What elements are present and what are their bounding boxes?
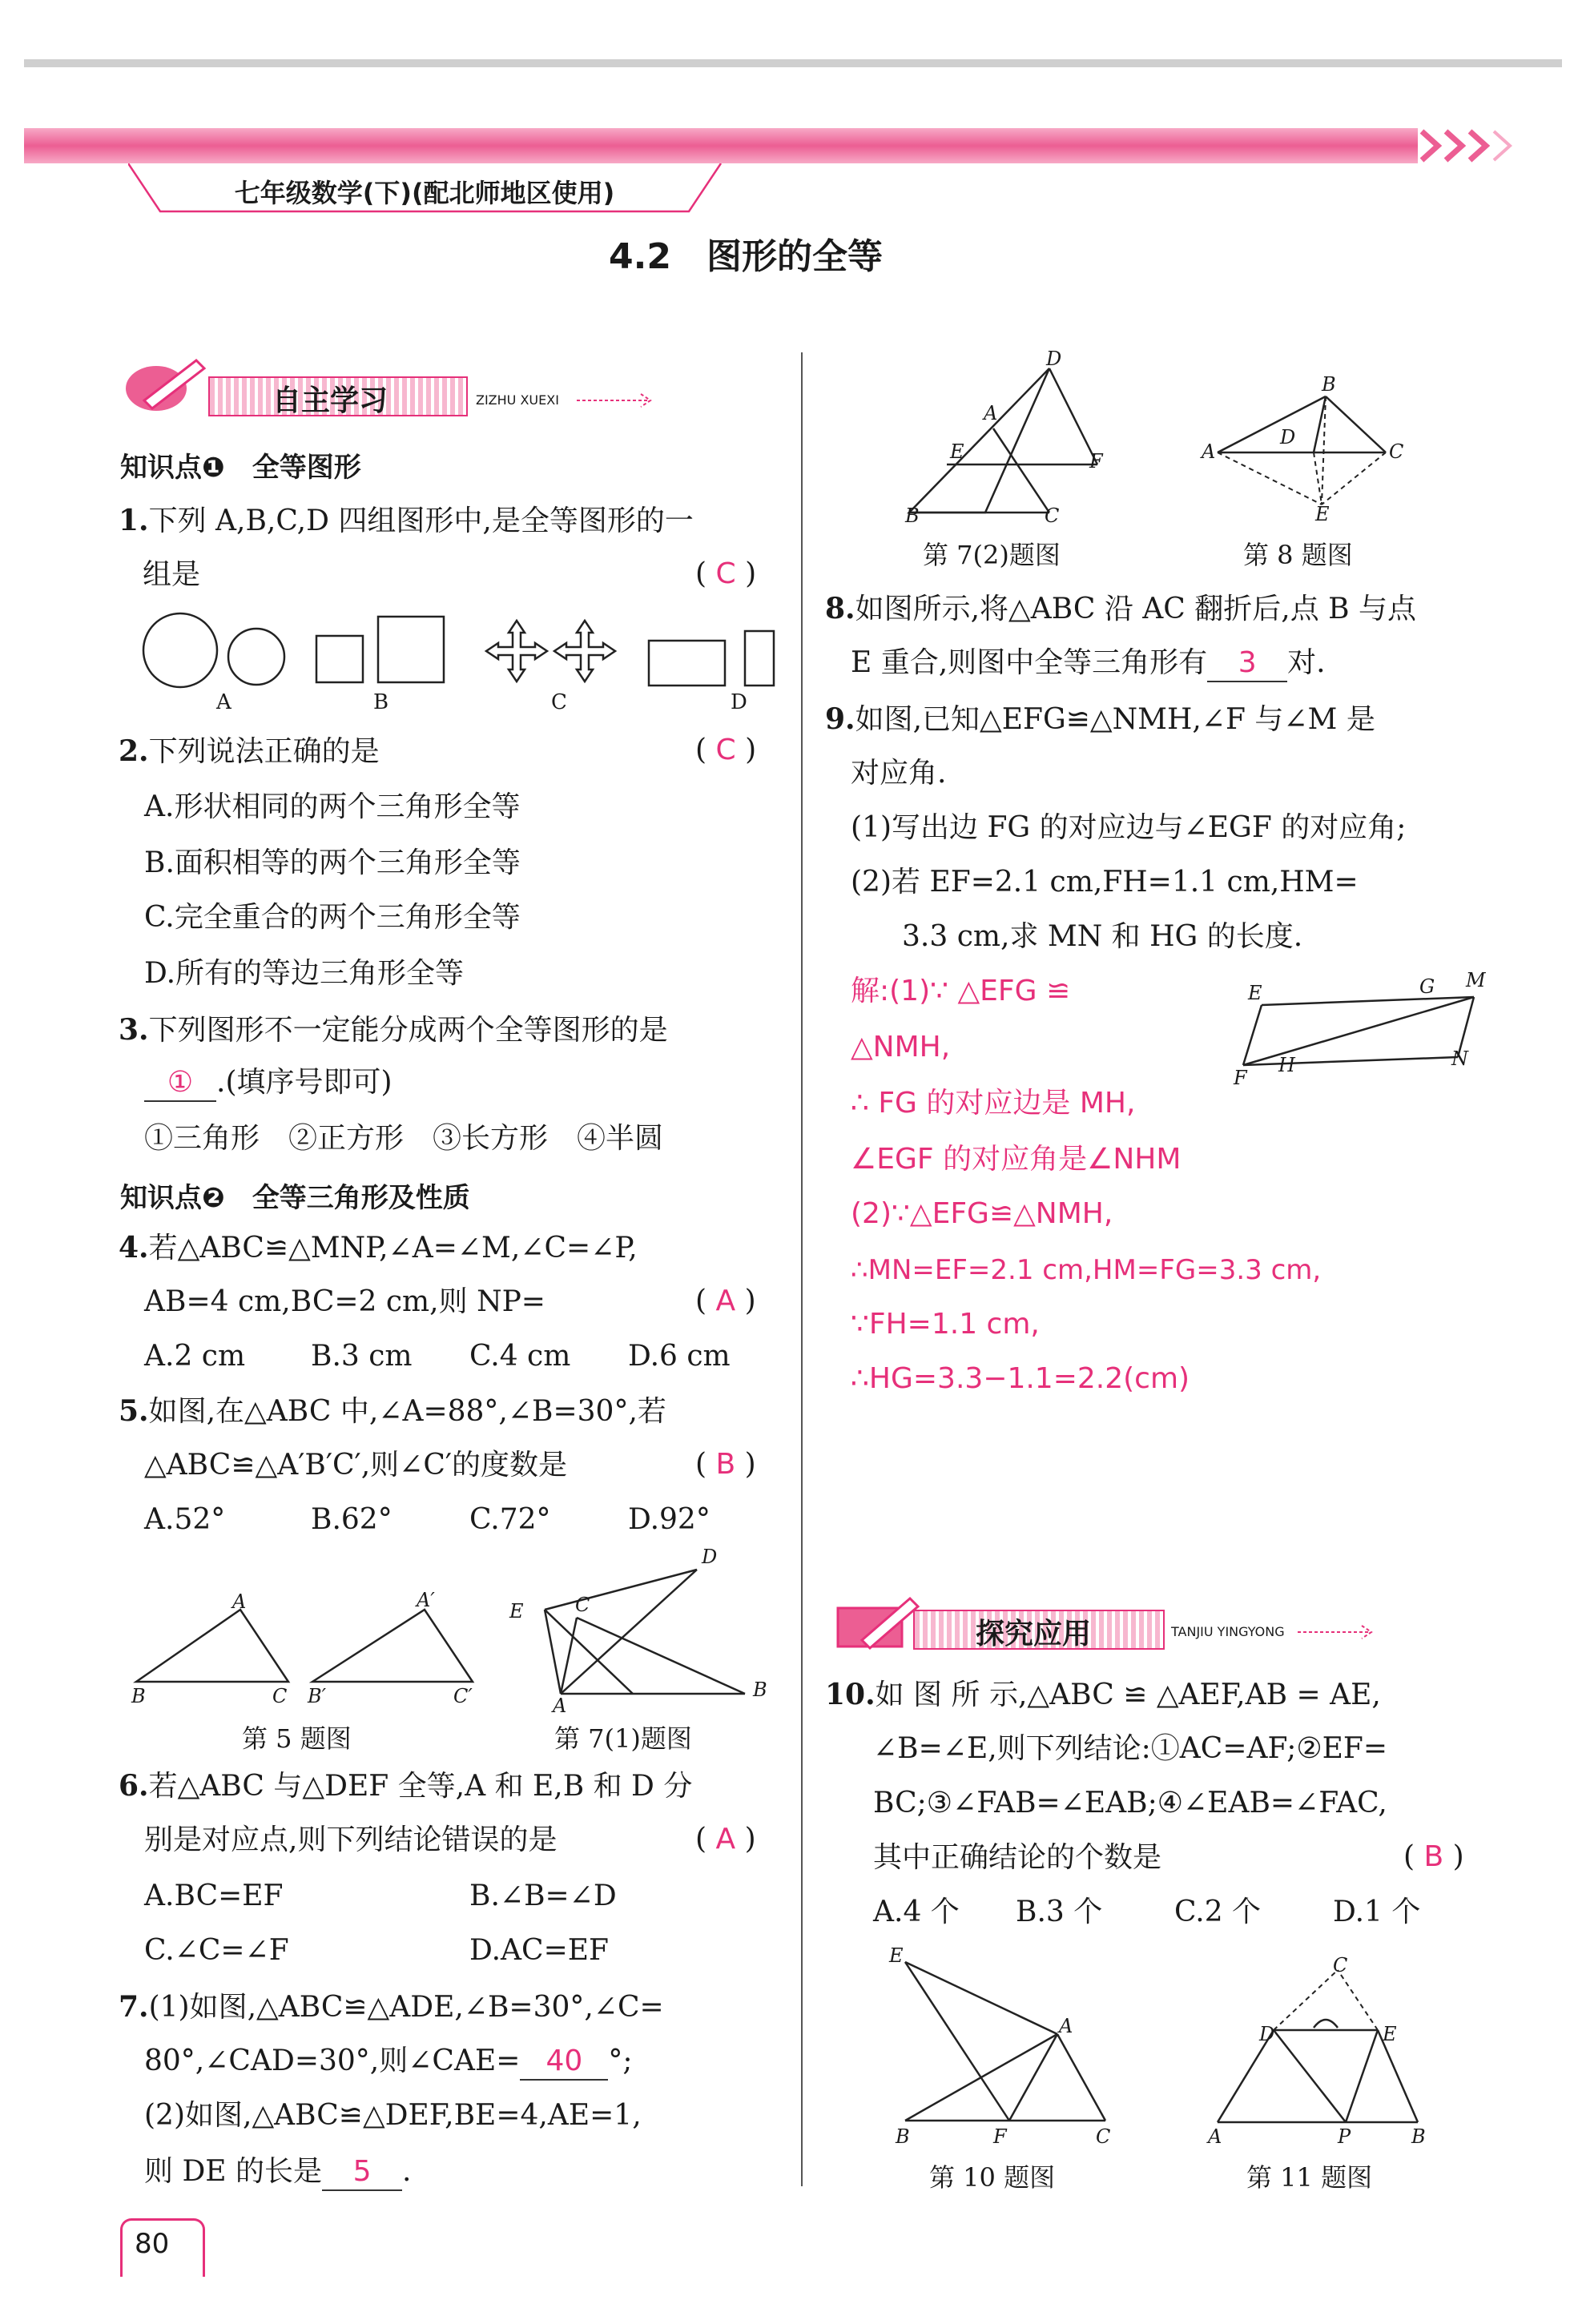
fig10-label-a: A [1059, 2015, 1073, 2037]
fig71-label-b: B [753, 1679, 767, 1701]
fig11-label-b: B [1411, 2125, 1426, 2148]
fig71-label-a: A [553, 1695, 567, 1717]
fig5-label-a-prime: A′ [417, 1589, 435, 1611]
banner-zizhu-pinyin: ZIZHU XUEXI [476, 392, 559, 408]
section-title: 4.2 图形的全等 [609, 236, 883, 277]
kp2-heading: 知识点❷ 全等三角形及性质 [120, 1182, 470, 1214]
fig72-label-a: A [984, 402, 998, 424]
banner-tanjiu-pinyin: TANJIU YINGYONG [1171, 1624, 1285, 1639]
q9-fig-label-e: E [1248, 982, 1262, 1004]
fig72-caption: 第 7(2)题图 [923, 540, 1061, 570]
laptop-pen-icon [830, 1592, 926, 1656]
q2-answer: ( C ) [695, 734, 757, 766]
q7-part2-line2: 则 DE 的长是 5 . [144, 2154, 411, 2191]
banner-zizhu-arrow [577, 392, 657, 408]
fig72-label-c: C [1045, 505, 1060, 527]
q7-part1-line2: 80°,∠CAD=30°,则∠CAE= 40 °; [144, 2044, 633, 2081]
fig11-diagram [1210, 1954, 1442, 2146]
fig72-label-f: F [1089, 450, 1103, 472]
q5-option-b: B.62° [311, 1503, 392, 1536]
fig5-label-c-prime: C′ [453, 1685, 473, 1707]
q10-line3: BC;③∠FAB=∠EAB;④∠EAB=∠FAC, [873, 1787, 1387, 1819]
q2-option-b: B.面积相等的两个三角形全等 [144, 846, 521, 879]
q5-option-a: A.52° [144, 1503, 226, 1536]
q9-part1: (1)写出边 FG 的对应边与∠EGF 的对应角; [851, 811, 1407, 844]
q8-line1: 8.如图所示,将△ABC 沿 AC 翻折后,点 B 与点 [825, 592, 1417, 625]
q1-label-a: A [216, 690, 231, 714]
fig72-diagram [905, 352, 1113, 529]
q6-line1: 6.若△ABC 与△DEF 全等,A 和 E,B 和 D 分 [119, 1769, 693, 1803]
q7-part1-line1: 7.(1)如图,△ABC≌△ADE,∠B=30°,∠C= [119, 1990, 664, 2024]
q9-solution-line2: △NMH, [851, 1031, 951, 1063]
q6-answer: ( A ) [695, 1823, 756, 1856]
q8-line2: E 重合,则图中全等三角形有 3 对. [851, 645, 1326, 682]
fig11-label-a: A [1208, 2125, 1222, 2148]
column-divider [801, 352, 803, 2186]
fig8-caption: 第 8 题图 [1243, 540, 1353, 570]
q5-option-c: C.72° [469, 1503, 551, 1536]
fig5-label-a: A [232, 1590, 247, 1613]
fig71-label-e: E [509, 1600, 524, 1622]
fig8-label-c: C [1389, 440, 1404, 463]
q10-line4: 其中正确结论的个数是 [873, 1841, 1162, 1874]
fig71-label-c: C [575, 1594, 590, 1616]
q10-line1: 10.如 图 所 示,△ABC ≌ △AEF,AB = AE, [825, 1678, 1381, 1711]
q10-option-b: B.3 个 [1016, 1896, 1103, 1928]
banner-tanjiu-title: 探究应用 [976, 1618, 1092, 1651]
fig5-label-c: C [272, 1685, 288, 1707]
q10-option-a: A.4 个 [873, 1896, 960, 1928]
fig10-label-b: B [896, 2125, 910, 2148]
header-title: 七年级数学(下)(配北师地区使用) [234, 178, 615, 208]
q4-line2: AB=4 cm,BC=2 cm,则 NP= [144, 1285, 545, 1318]
q1-answer: ( C ) [695, 557, 757, 590]
q6-line2: 别是对应点,则下列结论错误的是 [144, 1823, 558, 1856]
q10-option-c: C.2 个 [1174, 1896, 1262, 1928]
q7-part2-line1: (2)如图,△ABC≌△DEF,BE=4,AE=1, [144, 2099, 642, 2132]
banner-tanjiu-arrow [1298, 1624, 1378, 1640]
q4-answer: ( A ) [695, 1285, 756, 1317]
banner-zizhu-title: 自主学习 [272, 384, 388, 417]
q1-label-c: C [551, 690, 567, 714]
fig11-label-p: P [1338, 2125, 1351, 2148]
fig11-label-d: D [1259, 2023, 1275, 2045]
q9-solution-line6: ∴MN=EF=2.1 cm,HM=FG=3.3 cm, [851, 1254, 1322, 1286]
q9-solution-line8: ∴HG=3.3−1.1=2.2(cm) [851, 1362, 1190, 1395]
q4-option-d: D.6 cm [628, 1340, 731, 1373]
q9-line1: 9.如图,已知△EFG≌△NMH,∠F 与∠M 是 [825, 702, 1375, 736]
q9-fig-label-n: N [1451, 1047, 1468, 1070]
q6-option-b: B.∠B=∠D [469, 1880, 617, 1912]
q4-line1: 4.若△ABC≌△MNP,∠A=∠M,∠C=∠P, [119, 1231, 638, 1265]
q4-option-c: C.4 cm [469, 1340, 571, 1373]
fig5-caption: 第 5 题图 [242, 1723, 352, 1754]
fig8-diagram [1202, 376, 1410, 521]
q6-option-a: A.BC=EF [144, 1880, 284, 1912]
header-pink-band [24, 128, 1418, 163]
fig72-label-b: B [905, 505, 920, 527]
fig10-diagram [889, 1946, 1121, 2146]
q1-label-b: B [373, 690, 389, 714]
q2-stem: 2.下列说法正确的是 [119, 734, 380, 768]
top-gray-line [24, 59, 1562, 67]
q5-line2: △ABC≌△A′B′C′,则∠C′的度数是 [144, 1449, 568, 1482]
q9-solution-line4: ∠EGF 的对应角是∠NHM [851, 1143, 1182, 1176]
q1-label-d: D [731, 690, 747, 714]
fig10-label-c: C [1096, 2125, 1111, 2148]
fig8-label-b: B [1322, 373, 1336, 396]
chevron-arrows-icon [1418, 128, 1530, 163]
fig5-label-b-prime: B′ [308, 1685, 327, 1707]
q9-solution-line5: (2)∵△EFG≌△NMH, [851, 1197, 1113, 1230]
q4-option-a: A.2 cm [144, 1340, 246, 1373]
fig5-label-b: B [131, 1685, 146, 1707]
q5-line1: 5.如图,在△ABC 中,∠A=88°,∠B=30°,若 [119, 1394, 666, 1428]
q9-line2: 对应角. [851, 757, 947, 790]
fig8-label-d: D [1280, 426, 1296, 448]
q1-line1: 1.下列 A,B,C,D 四组图形中,是全等图形的一 [119, 504, 694, 537]
q2-option-c: C.完全重合的两个三角形全等 [144, 901, 521, 934]
fig11-label-c: C [1333, 1954, 1348, 1976]
q9-part2-line1: (2)若 EF=2.1 cm,FH=1.1 cm,HM= [851, 866, 1359, 899]
q5-answer: ( B ) [695, 1448, 756, 1481]
fig72-label-e: E [950, 440, 964, 463]
q4-option-b: B.3 cm [311, 1340, 413, 1373]
fig71-caption: 第 7(1)题图 [554, 1723, 692, 1754]
q10-option-d: D.1 个 [1333, 1896, 1421, 1928]
q9-fig-label-f: F [1234, 1067, 1247, 1089]
fig72-label-d: D [1046, 348, 1062, 370]
q9-fig-label-m: M [1466, 969, 1486, 991]
q10-answer: ( B ) [1403, 1840, 1464, 1873]
kp1-heading: 知识点❶ 全等图形 [120, 452, 361, 484]
fig10-caption: 第 10 题图 [929, 2162, 1056, 2193]
q5-option-d: D.92° [628, 1503, 711, 1536]
q9-fig-label-g: G [1419, 975, 1435, 998]
fig71-label-d: D [702, 1546, 718, 1568]
fig11-label-e: E [1383, 2023, 1397, 2045]
q9-solution-line1: 解:(1)∵ △EFG ≌ [851, 975, 1071, 1007]
q6-option-c: C.∠C=∠F [144, 1934, 289, 1967]
q1-figures [136, 609, 785, 721]
fig10-label-f: F [993, 2125, 1007, 2148]
q9-fig-label-h: H [1278, 1054, 1295, 1076]
q2-option-d: D.所有的等边三角形全等 [144, 957, 465, 990]
fig11-caption: 第 11 题图 [1246, 2162, 1373, 2193]
pen-icon [120, 352, 216, 416]
q2-option-a: A.形状相同的两个三角形全等 [144, 790, 521, 823]
fig10-label-e: E [889, 1944, 904, 1967]
q9-part2-line2: 3.3 cm,求 MN 和 HG 的长度. [902, 920, 1303, 953]
q6-option-d: D.AC=EF [469, 1934, 609, 1967]
q10-line2: ∠B=∠E,则下列结论:①AC=AF;②EF= [873, 1732, 1388, 1765]
q9-solution-line7: ∵FH=1.1 cm, [851, 1308, 1040, 1341]
q3-blank-line: ① .(填序号即可) [144, 1065, 392, 1102]
fig8-label-a: A [1202, 440, 1216, 463]
fig8-label-e: E [1315, 503, 1330, 525]
fig71-diagram [505, 1554, 777, 1714]
page-number: 80 [135, 2228, 170, 2260]
q3-options: ①三角形 ②正方形 ③长方形 ④半圆 [144, 1122, 664, 1155]
q3-stem: 3.下列图形不一定能分成两个全等图形的是 [119, 1013, 668, 1047]
q9-solution-line3: ∴ FG 的对应边是 MH, [851, 1087, 1136, 1120]
q1-line2: 组是 [143, 558, 201, 591]
